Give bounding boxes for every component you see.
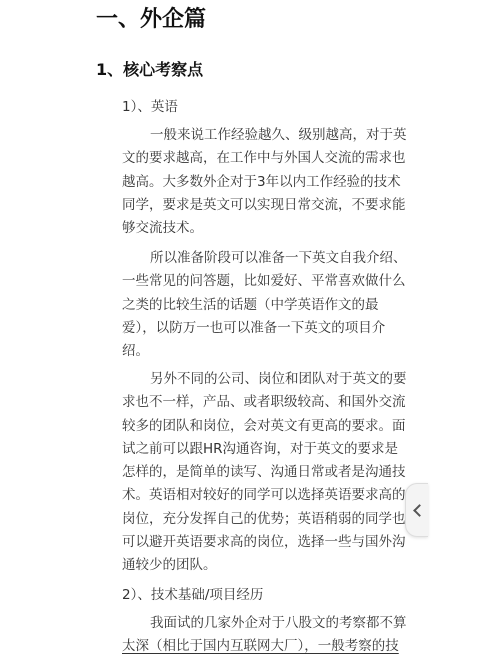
paragraph-line: 通较少的团队。 bbox=[122, 557, 217, 574]
paragraph-line: 怎样的，是简单的读写、沟通日常或者是沟通技 bbox=[122, 464, 406, 481]
paragraph-technical-basics bbox=[122, 612, 412, 659]
item-heading-technical: 2）、技术基础/项目经历 bbox=[122, 587, 264, 603]
paragraph-line: 另外不同的公司、岗位和团队对于英文的要 bbox=[150, 371, 407, 387]
paragraph-preparation bbox=[122, 247, 412, 363]
section-heading: 一、外企篇 bbox=[96, 7, 207, 32]
paragraph-line: 文的要求越高，在工作中与外国人交流的需求也 bbox=[122, 150, 406, 167]
paragraph-line: 一些常见的问答题，比如爱好、平常喜欢做什么 bbox=[122, 273, 406, 290]
paragraph-line: 可以避开英语要求高的岗位，选择一些与国外沟 bbox=[122, 534, 406, 551]
paragraph-line: 之类的比较生活的话题（中学英语作文的最 bbox=[122, 296, 379, 313]
paragraph-line: 所以准备阶段可以准备一下英文自我介绍、 bbox=[150, 250, 407, 266]
chevron-left-icon bbox=[413, 504, 426, 517]
paragraph-line: 较多的团队和岗位，会对英文有更高的要求。面 bbox=[122, 417, 406, 434]
paragraph-english-requirements bbox=[122, 124, 412, 240]
paragraph-line: 够交流技术。 bbox=[122, 220, 203, 237]
paragraph-line: 越高。大多数外企对于3年以内工作经验的技术 bbox=[122, 173, 401, 190]
paragraph-line: 绍。 bbox=[122, 343, 149, 360]
paragraph-line: 术。英语相对较好的同学可以选择英语要求高的 bbox=[122, 487, 406, 504]
item-heading-english: 1）、英语 bbox=[122, 99, 178, 115]
paragraph-line: 同学，要求是英文可以实现日常交流，不要求能 bbox=[122, 196, 406, 213]
paragraph-line: 爱），以防万一也可以准备一下英文的项目介 bbox=[122, 319, 386, 336]
paragraph-line: 太深（相比于国内互联网大厂），一般考察的技 bbox=[122, 638, 399, 655]
paragraph-line: 一般来说工作经验越久、级别越高，对于英 bbox=[150, 127, 407, 143]
side-panel-toggle[interactable] bbox=[405, 483, 428, 537]
paragraph-line: 求也不一样，产品、或者职级较高、和国外交流 bbox=[122, 394, 406, 411]
paragraph-team-differences bbox=[122, 368, 412, 578]
paragraph-line: 试之前可以跟HR沟通咨询，对于英文的要求是 bbox=[122, 440, 399, 457]
paragraph-line: 我面试的几家外企对于八股文的考察都不算 bbox=[150, 615, 407, 631]
paragraph-line: 岗位，充分发挥自己的优势；英语稍弱的同学也 bbox=[122, 510, 406, 527]
subsection-heading: 1、核心考察点 bbox=[96, 60, 204, 79]
